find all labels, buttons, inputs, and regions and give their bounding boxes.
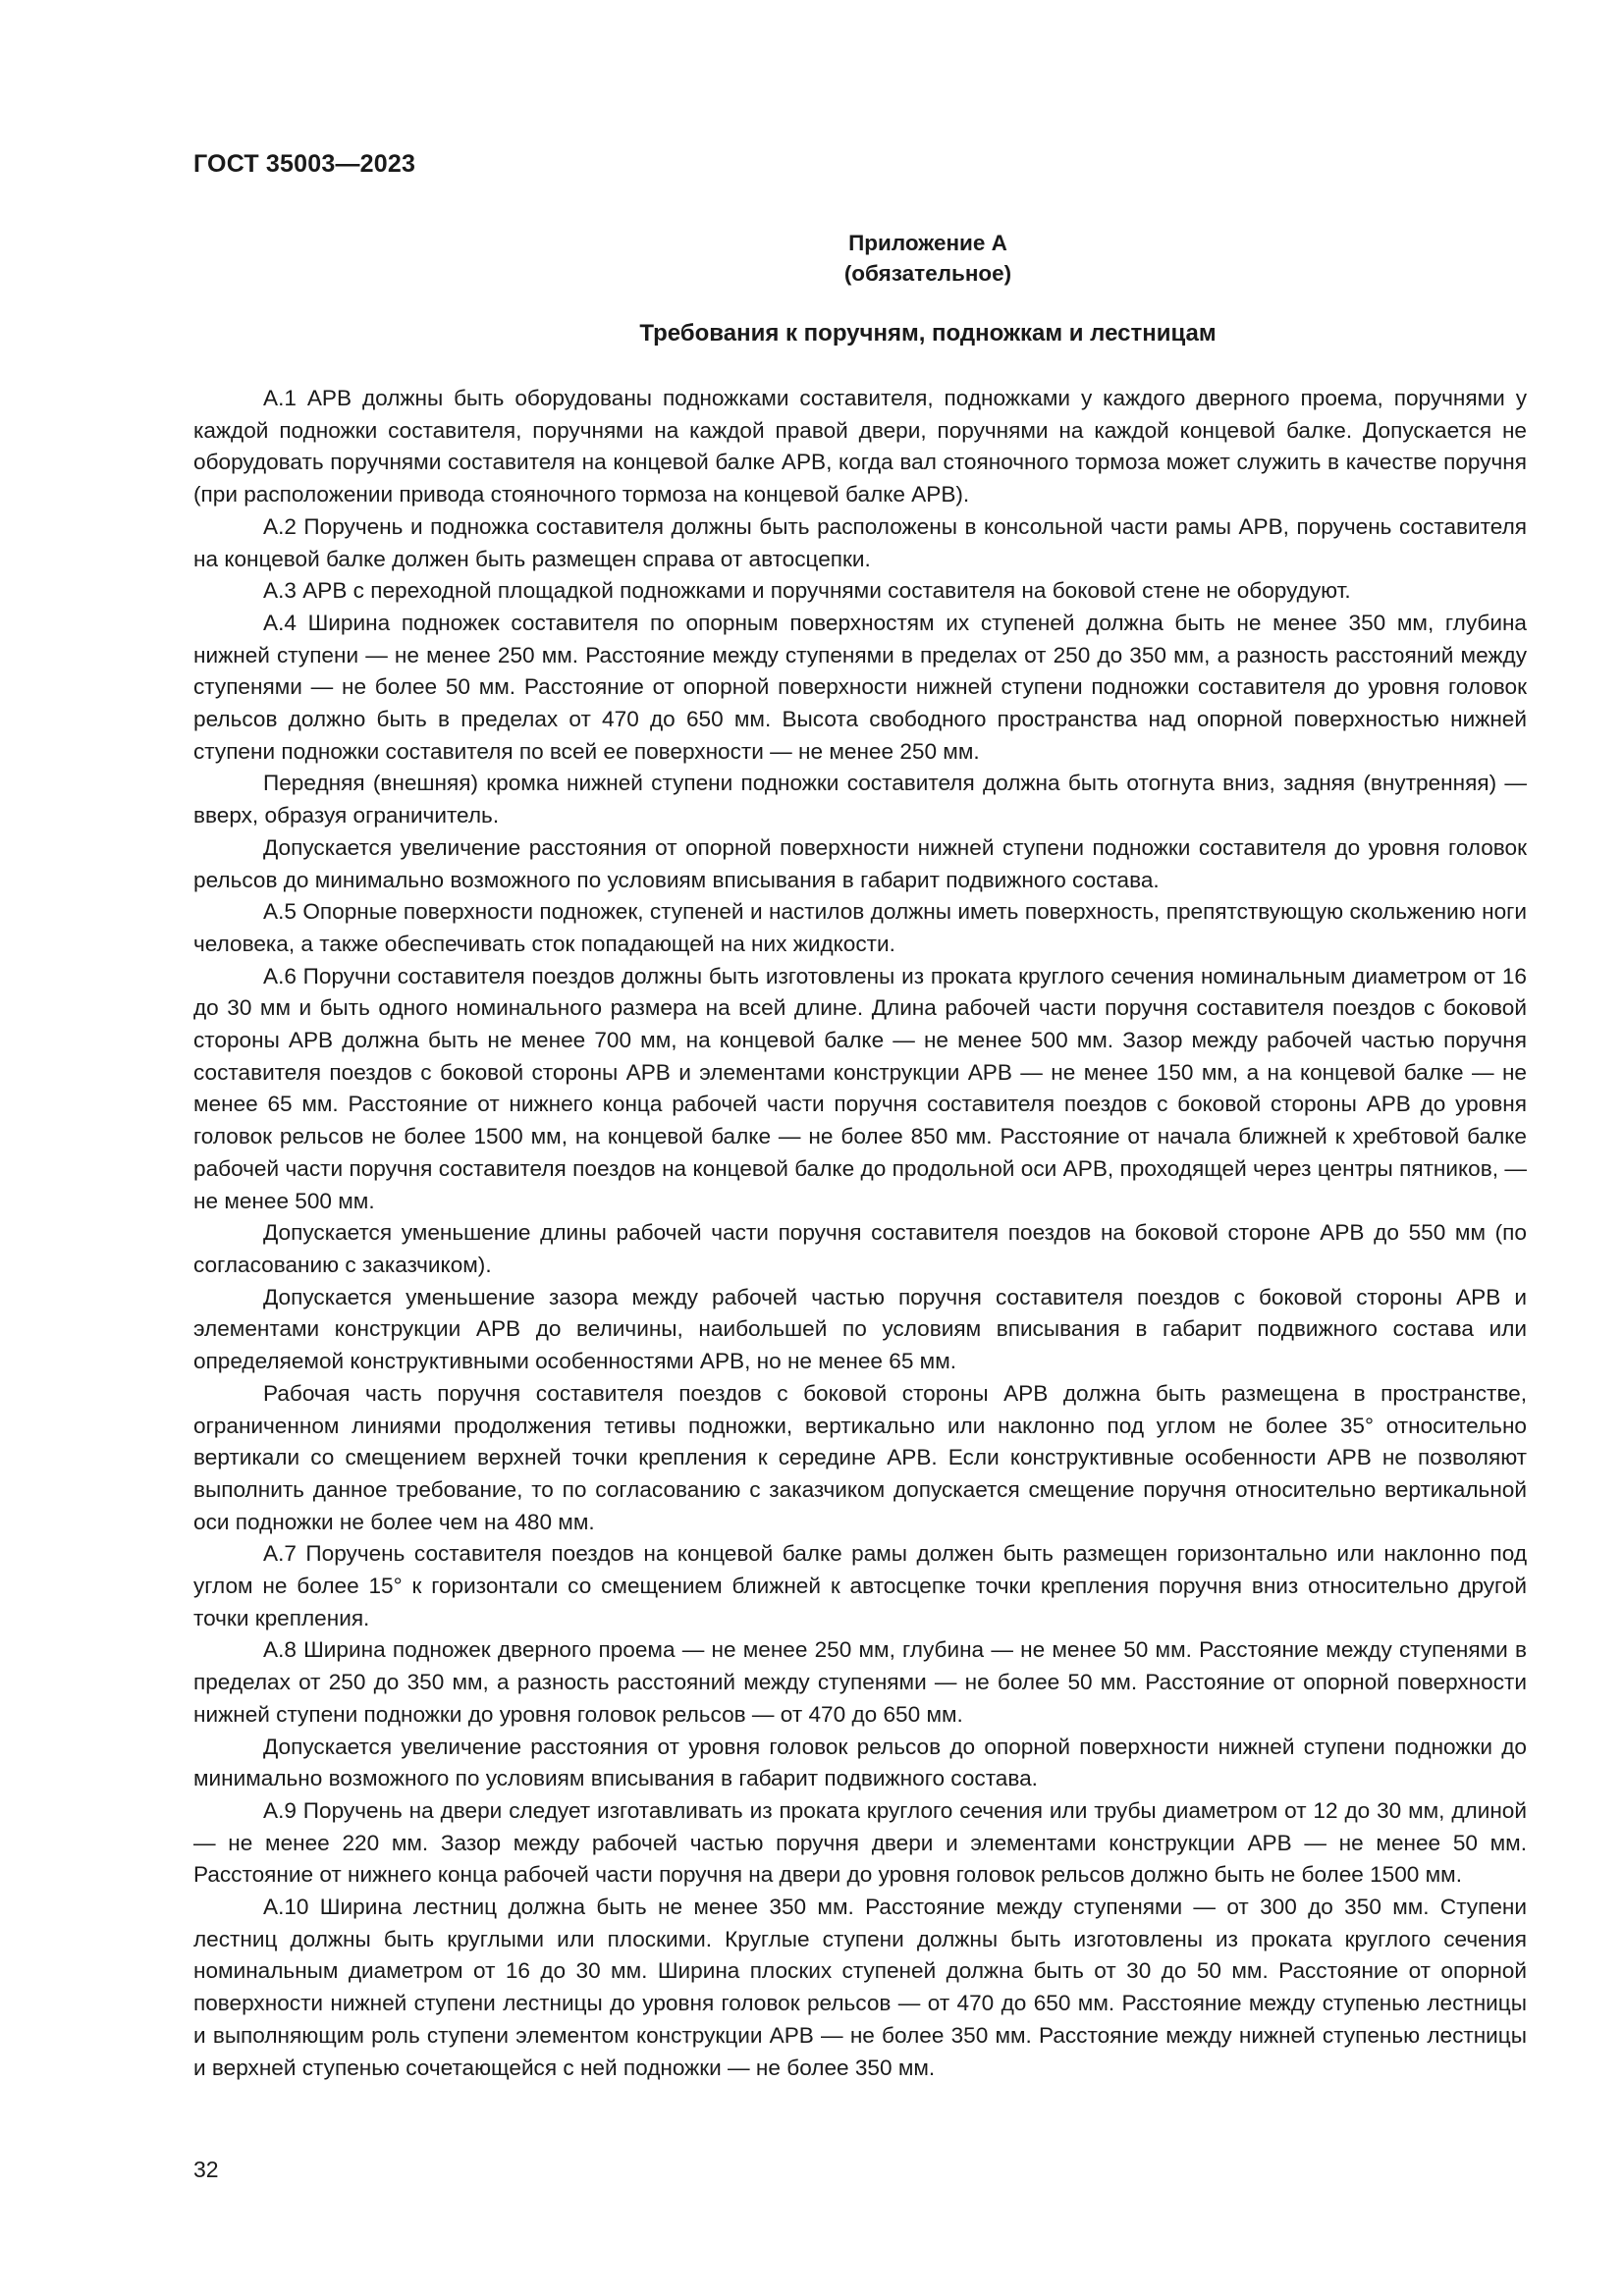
page-number: 32 — [193, 2157, 219, 2182]
paragraph-a1: А.1 АРВ должны быть оборудованы подножками составителя, подножками у каждого дверного проема, поручнями у каждой подножки составителя, поручнями на каждой правой двери, поручнями на каждой концевой балке. Допускается не оборудовать поручнями составителя на концевой балке АРВ, когда вал стояночного тормоза может служить в качестве поручня (при расположении привода стояночного тормоза на концевой балке АРВ). — [193, 386, 1527, 507]
paragraph-a4: А.4 Ширина подножек составителя по опорным поверхностям их ступеней должна быть не менее 350 мм, глубина нижней ступени — не менее 250 мм. Расстояние между ступенями в пределах от 250 до 350 мм, а разность расстояний между ступенями — не более 50 мм. Расстояние от опорной поверхности нижней ступени подножки составителя до уровня головок рельсов должно быть в пределах от 470 до 650 мм. Высота свободного пространства над опорной поверхностью нижней ступени подножки составителя по всей ее поверхности — не менее 250 мм. — [193, 610, 1527, 764]
paragraph-a8: А.8 Ширина подножек дверного проема — не менее 250 мм, глубина — не менее 50 мм. Расстояние между ступенями в пределах от 250 до 350 мм, а разность расстояний между ступенями — не более 50 мм. Расстояние от опорной поверхности нижней ступени подножки до уровня головок рельсов — от 470 до 650 мм. — [193, 1637, 1527, 1727]
paragraph-a7: А.7 Поручень составителя поездов на концевой балке рамы должен быть размещен горизонтально или наклонно под углом не более 15° к горизонтали со смещением ближней к автосцепке точки крепления поручня вниз относительно другой точки крепления. — [193, 1541, 1527, 1630]
paragraph-a9: А.9 Поручень на двери следует изготавливать из проката круглого сечения или трубы диаметром от 12 до 30 мм, длиной — не менее 220 мм. Зазор между рабочей частью поручня двери и элементами конструкции АРВ — не менее 50 мм. Расстояние от нижнего конца рабочей части поручня на двери до уровня головок рельсов должно быть не более 1500 мм. — [193, 1797, 1527, 1888]
annex-heading — [0, 228, 1624, 289]
paragraph-a6-gap-allowance: Допускается уменьшение зазора между рабочей частью поручня составителя поездов с боковой стороны АРВ и элементами конструкции АРВ до величины, наибольшей по условиям вписывания в габарит подвижного состава или определяемой конструктивными особенностями АРВ, но не менее 65 мм. — [193, 1284, 1527, 1374]
paragraph-a6-length-allowance: Допускается уменьшение длины рабочей части поручня составителя поездов на боковой стороне АРВ до 550 мм (по согласованию с заказчиком). — [193, 1220, 1527, 1277]
paragraph-a3: А.3 АРВ с переходной площадкой подножками и поручнями составителя на боковой стене не оборудуют. — [263, 578, 1351, 604]
paragraph-a10: А.10 Ширина лестниц должна быть не менее 350 мм. Расстояние между ступенями — от 300 до 350 мм. Ступени лестниц должны быть круглыми или плоскими. Круглые ступени должны быть изготовлены из проката круглого сечения номинальным диаметром от 16 до 30 мм. Ширина плоских ступеней должна быть от 30 до 50 мм. Расстояние от опорной поверхности нижней ступени лестницы до уровня головок рельсов — от 470 до 650 мм. Расстояние между ступенью лестницы и выполняющим роль ступени элементом конструкции АРВ — не более 350 мм. Расстояние между нижней ступенью лестницы и верхней ступенью сочетающейся с ней подножки — не более 350 мм. — [193, 1895, 1527, 2080]
section-title: Требования к поручням, подножкам и лестницам — [639, 320, 1217, 347]
paragraph-a4-allowance: Допускается увеличение расстояния от опорной поверхности нижней ступени подножки составителя до уровня головок рельсов до минимально возможного по условиям вписывания в габарит подвижного состава. — [193, 834, 1527, 892]
paragraph-a8-allowance: Допускается увеличение расстояния от уровня головок рельсов до опорной поверхности нижней ступени подножки до минимально возможного по условиям вписывания в габарит подвижного состава. — [193, 1734, 1527, 1791]
paragraph-a6: А.6 Поручни составителя поездов должны быть изготовлены из проката круглого сечения номинальным диаметром от 16 до 30 мм и быть одного номинального размера на всей длине. Длина рабочей части поручня составителя поездов с боковой стороны АРВ должна быть не менее 700 мм, на концевой балке — не менее 500 мм. Зазор между рабочей частью поручня составителя поездов с боковой стороны АРВ и элементами конструкции АРВ — не менее 150 мм, а на концевой балке — не менее 65 мм. Расстояние от нижнего конца рабочей части поручня составителя поездов с боковой стороны АРВ до уровня головок рельсов не более 1500 мм, на концевой балке — не более 850 мм. Расстояние от начала ближней к хребтовой балке рабочей части поручня составителя поездов на концевой балке до продольной оси АРВ, проходящей через центры пятников, — не менее 500 мм. — [193, 963, 1527, 1213]
paragraph-a4-edge: Передняя (внешняя) кромка нижней ступени подножки составителя должна быть отогнута вниз, задняя (внутренняя) — вверх, образуя ограничитель. — [193, 771, 1527, 828]
paragraph-a2: А.2 Поручень и подножка составителя должны быть расположены в консольной части рамы АРВ, поручень составителя на концевой балке должен быть размещен справа от автосцепки. — [193, 513, 1527, 571]
paragraph-a5: А.5 Опорные поверхности подножек, ступеней и настилов должны иметь поверхность, препятствующую скольжению ноги человека, а также обеспечивать сток попадающей на них жидкости. — [193, 899, 1527, 956]
annex-label: Приложение А — [848, 231, 1007, 255]
paragraph-a6-placement: Рабочая часть поручня составителя поездов с боковой стороны АРВ должна быть размещена в пространстве, ограниченном линиями продолжения тетивы подножки, вертикально или наклонно под углом не более 35° относительно вертикали со смещением верхней точки крепления к середине АРВ. Если конструктивные особенности АРВ не позволяют выполнить данное требование, то по согласованию с заказчиком допускается смещение поручня относительно вертикальной оси подножки не более чем на 480 мм. — [193, 1380, 1527, 1534]
body-text — [193, 383, 1527, 2084]
document-code: ГОСТ 35003—2023 — [193, 150, 416, 178]
annex-status: (обязательное) — [843, 261, 1012, 286]
